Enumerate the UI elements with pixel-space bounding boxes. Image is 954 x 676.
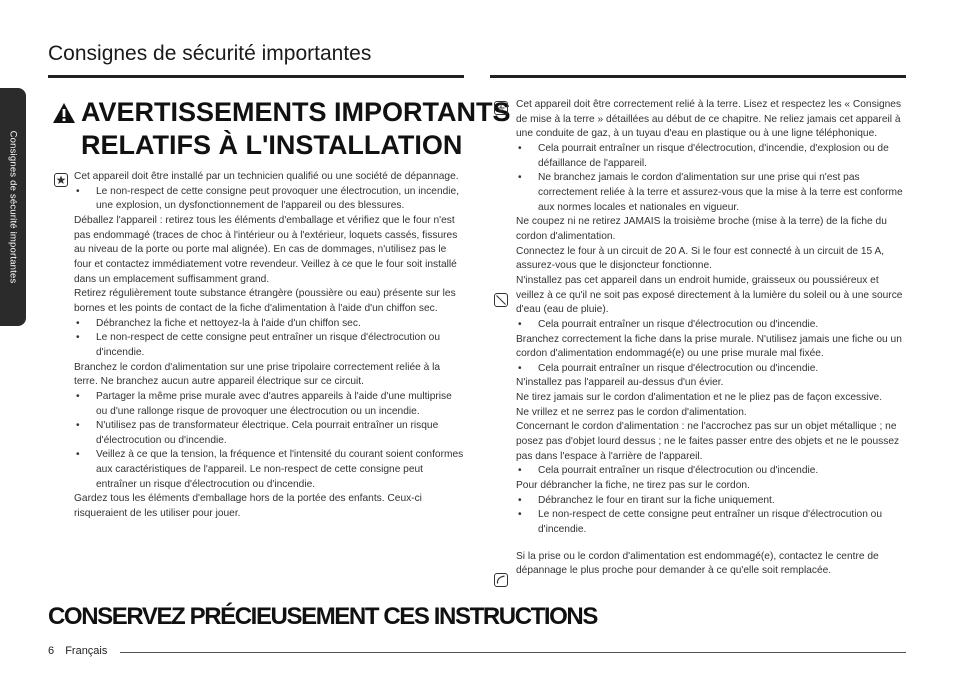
bullet-item: • Le non-respect de cette consigne peut entraîner un risque d'électrocution ou d'incendie.	[74, 331, 464, 360]
bullet-item: • Débranchez le four en tirant sur la fiche uniquement.	[516, 494, 906, 509]
header-rule-left	[48, 75, 464, 78]
page-footer	[48, 645, 107, 657]
footer-title: CONSERVEZ PRÉCIEUSEMENT CES INSTRUCTIONS	[48, 603, 597, 630]
service-call-icon	[494, 573, 508, 587]
paragraph: Cet appareil doit être correctement relié à la terre. Lisez et respectez les « Consignes de mise à la terre » détaillées au début de ce chapitre. Ne reliez jamais cet appareil à une conduite de gaz, à un tuyau d'eau en plastique ou à une ligne téléphonique.	[516, 99, 902, 140]
right-column-text	[516, 98, 906, 579]
no-water-icon	[494, 293, 508, 307]
bullet-item: • N'utilisez pas de transformateur électrique. Cela pourrait entraîner un risque d'électrocution ou d'incendie.	[74, 419, 464, 448]
paragraph: Branchez le cordon d'alimentation sur une prise tripolaire correctement reliée à la terre. Ne branchez aucun autre appareil électrique sur ce circuit.	[74, 361, 441, 388]
bullet-item: • Cela pourrait entraîner un risque d'électrocution, d'incendie, d'explosion ou de défaillance de l'appareil.	[516, 142, 906, 171]
paragraph: Si la prise ou le cordon d'alimentation est endommagé(e), contactez le centre de dépannage le plus proche pour demander à ce qu'elle soit remplacée.	[516, 550, 879, 577]
paragraph	[516, 538, 906, 550]
side-tab	[0, 88, 26, 326]
bullet-item: • Cela pourrait entraîner un risque d'électrocution ou d'incendie.	[516, 318, 906, 333]
bullet-item: • Veillez à ce que la tension, la fréquence et l'intensité du courant soient conformes aux caractéristiques de l'appareil. Le non-respect de cette consigne peut entraîner un risque d'électrocution ou d'incendie.	[74, 448, 464, 492]
side-tab-label: Consignes de sécurité importantes	[7, 130, 19, 284]
header-rule-right	[490, 75, 906, 78]
page-language: Français	[65, 645, 108, 657]
paragraph: Connectez le four à un circuit de 20 A. Si le four est connecté à un circuit de 15 A, assurez-vous que le disjoncteur fonctionne.	[516, 245, 885, 272]
left-column-text	[74, 170, 464, 522]
paragraph: Déballez l'appareil : retirez tous les éléments d'emballage et vérifiez que le four n'est pas endommagé (traces de choc à l'intérieur ou à l'extérieur, loquets cassés, fissures au niveau de la porte ou porte mal alignée). En cas de dommages, n'utilisez pas le four et contactez immédiatement votre revendeur. Veillez à ce que le four soit installé dans un emplacement suffisamment grand.	[74, 214, 458, 285]
paragraph: Branchez correctement la fiche dans la prise murale. N'utilisez jamais une fiche ou un cordon d'alimentation endommagé(e) ou une prise murale mal fixée.	[516, 333, 902, 360]
bullet-item: • Ne branchez jamais le cordon d'alimentation sur une prise qui n'est pas correctement reliée à la terre et assurez-vous que la mise à la terre est conforme aux normes locales et nationales en vigueur.	[516, 171, 906, 215]
bullet-item: • Cela pourrait entraîner un risque d'électrocution ou d'incendie.	[516, 464, 906, 479]
bullet-item: • Partager la même prise murale avec d'autres appareils à l'aide d'une multiprise ou d'une rallonge risque de provoquer une électrocution ou un incendie.	[74, 390, 464, 419]
paragraph: Gardez tous les éléments d'emballage hors de la portée des enfants. Ceux-ci risqueraient de les utiliser pour jouer.	[74, 493, 422, 520]
page-header-title: Consignes de sécurité importantes	[48, 42, 372, 65]
paragraph: Ne tirez jamais sur le cordon d'alimentation et ne le pliez pas de façon excessive.	[516, 392, 883, 404]
section-title-line2: RELATIFS À L'INSTALLATION	[81, 130, 463, 160]
warning-triangle-icon	[52, 102, 76, 124]
section-title-line1: AVERTISSEMENTS IMPORTANTS	[81, 97, 511, 127]
footer-rule	[120, 652, 906, 653]
paragraph: Ne coupez ni ne retirez JAMAIS la troisième broche (mise à la terre) de la fiche du cordon d'alimentation.	[516, 216, 887, 242]
technician-icon	[54, 173, 68, 187]
page-number: 6	[48, 645, 55, 657]
bullet-item: • Le non-respect de cette consigne peut entraîner un risque d'électrocution ou d'incendie.	[516, 508, 906, 537]
paragraph: Cet appareil doit être installé par un technicien qualifié ou une société de dépannage.	[74, 171, 459, 182]
paragraph: Ne vrillez et ne serrez pas le cordon d'alimentation.	[516, 406, 747, 418]
bullet-item: • Le non-respect de cette consigne peut provoquer une électrocution, un incendie, une explosion, un dysfonctionnement de l'appareil ou des blessures.	[74, 185, 464, 214]
paragraph: Pour débrancher la fiche, ne tirez pas sur le cordon.	[516, 480, 750, 492]
paragraph: N'installez pas l'appareil au-dessus d'un évier.	[516, 377, 724, 389]
bullet-item: • Débranchez la fiche et nettoyez-la à l'aide d'un chiffon sec.	[74, 317, 464, 332]
paragraph: N'installez pas cet appareil dans un endroit humide, graisseux ou poussiéreux et veillez à ce qu'il ne soit pas exposé directement à la lumière du soleil ou à une source d'eau (eau de pluie).	[516, 274, 903, 316]
paragraph: Concernant le cordon d'alimentation : ne l'accrochez pas sur un objet métallique ; ne posez pas d'objet lourd dessus ; ne le faites passer entre des objets et ne le poussez pas dans l'espace à l'arrière de l'appareil.	[516, 421, 900, 462]
ground-icon	[494, 101, 508, 115]
paragraph: Retirez régulièrement toute substance étrangère (poussière ou eau) présente sur les bornes et les points de contact de la fiche d'alimentation à l'aide d'un chiffon sec.	[74, 288, 456, 314]
bullet-item: • Cela pourrait entraîner un risque d'électrocution ou d'incendie.	[516, 362, 906, 377]
